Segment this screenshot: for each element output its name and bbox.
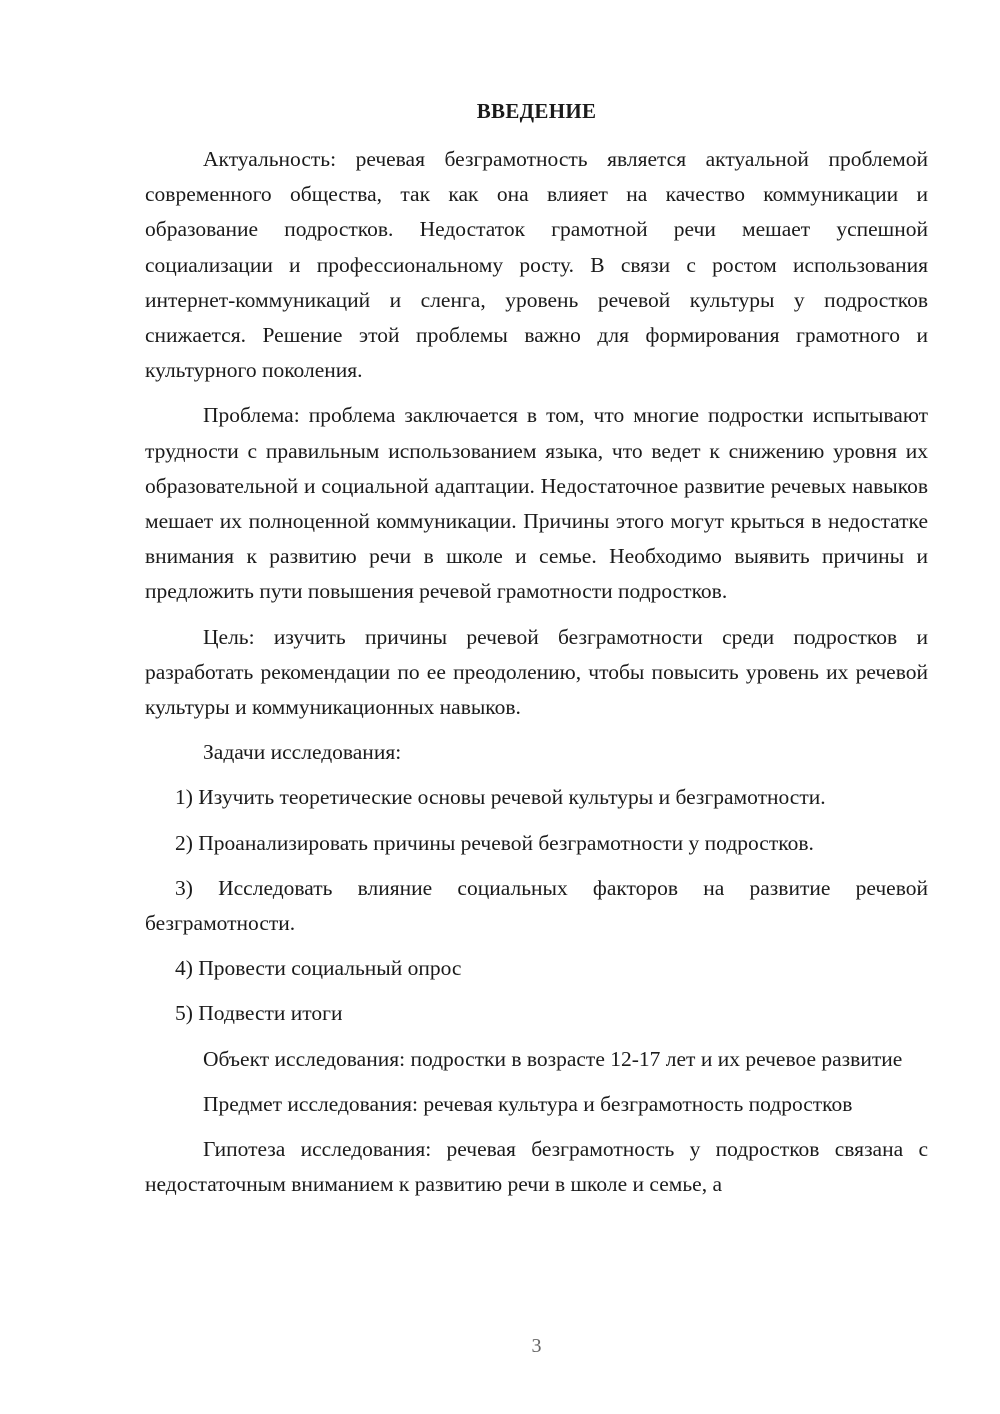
task-item: 5) Подвести итоги <box>175 1001 343 1026</box>
paragraph-hypothesis: Гипотеза исследования: речевая безграмотность у подростков связана с недостаточным вниманием к развитию речи в школе и семье, а <box>145 1137 928 1197</box>
document-page <box>145 0 928 1414</box>
task-item: 4) Провести социальный опрос <box>175 956 462 981</box>
task-item: 2) Проанализировать причины речевой безграмотности у подростков. <box>175 830 814 855</box>
paragraph-problem: Проблема: проблема заключается в том, что многие подростки испытывают трудности с правильным использованием языка, что ведет к снижению уровня их образовательной и социальной адаптации. Недостаточное развитие речевых навыков мешает их полноценной коммуникации. Причины этого могут крыться в недостатке внимания к развитию речи в школе и семье. Необходимо выявить причины и предложить пути повышения речевой грамотности подростков. <box>145 403 928 604</box>
page-number: 3 <box>531 1335 542 1357</box>
tasks-heading: Задачи исследования: <box>203 740 402 765</box>
section-title: ВВЕДЕНИЕ <box>476 99 597 123</box>
paragraph-object: Объект исследования: подростки в возрасте 12-17 лет и их речевое развитие <box>203 1046 903 1071</box>
paragraph-relevance: Актуальность: речевая безграмотность является актуальной проблемой современного общества, так как она влияет на качество коммуникации и образование подростков. Недостаток грамотной речи мешает успешной социализации и профессиональному росту. В связи с ростом использования интернет-коммуникаций и сленга, уровень речевой культуры у подростков снижается. Решение этой проблемы важно для формирования грамотного и культурного поколения. <box>145 147 928 383</box>
paragraph-goal: Цель: изучить причины речевой безграмотности среди подростков и разработать рекомендации по ее преодолению, чтобы повысить уровень их речевой культуры и коммуникационных навыков. <box>145 624 928 720</box>
task-item: 1) Изучить теоретические основы речевой культуры и безграмотности. <box>175 785 826 810</box>
task-item: 3) Исследовать влияние социальных факторов на развитие речевой безграмотности. <box>145 875 928 936</box>
document-body <box>145 142 928 1212</box>
paragraph-subject: Предмет исследования: речевая культура и безграмотность подростков <box>203 1091 853 1116</box>
